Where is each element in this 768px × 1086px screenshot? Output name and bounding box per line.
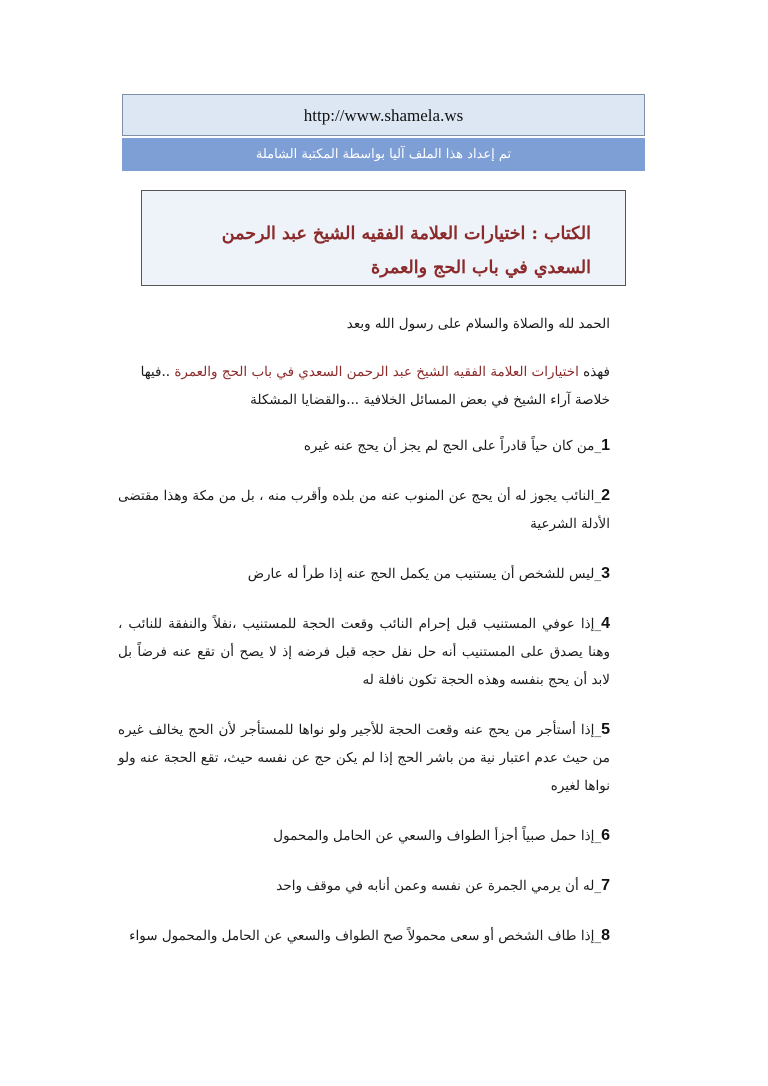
document-body	[118, 310, 610, 972]
list-item	[118, 922, 610, 950]
item-number: 1	[601, 437, 610, 454]
description-prefix: فهذه	[578, 364, 610, 380]
item-text: _له أن يرمي الجمرة عن نفسه وعمن أنابه في موقف واحد	[276, 878, 602, 894]
item-number: 7	[601, 877, 610, 894]
item-number: 6	[601, 827, 610, 844]
item-number: 2	[601, 487, 610, 504]
item-text: _إذا طاف الشخص أو سعى محمولاً صح الطواف والسعي عن الحامل والمحمول سواء	[129, 928, 602, 944]
list-item	[118, 482, 610, 538]
generated-by-banner: تم إعداد هذا الملف آليا بواسطة المكتبة الشاملة	[122, 138, 645, 171]
item-text: _إذا حمل صبياً أجزأ الطواف والسعي عن الحامل والمحمول	[273, 828, 602, 844]
item-text: _ليس للشخص أن يستنيب من يكمل الحج عنه إذا طرأ له عارض	[247, 566, 602, 582]
source-url[interactable]: http://www.shamela.ws	[122, 94, 645, 136]
item-number: 4	[601, 615, 610, 632]
list-item	[118, 716, 610, 800]
item-text: _إذا أستأجر من يحج عنه وقعت الحجة للأجير ولو نواها للمستأجر لأن الحج يخالف غيره من حيث عدم اعتبار نية من باشر الحج إذا لم يكن حج عن نفسه حيث، تقع الحجة عنه ولو نواها لغيره	[118, 722, 610, 794]
list-item	[118, 610, 610, 694]
item-number: 5	[601, 721, 610, 738]
book-title: الكتاب : اختيارات العلامة الفقيه الشيخ عبد الرحمن السعدي في باب الحج والعمرة	[221, 224, 591, 278]
list-item	[118, 872, 610, 900]
opening-praise: الحمد لله والصلاة والسلام على رسول الله وبعد	[346, 316, 610, 332]
list-item	[118, 822, 610, 850]
item-number: 8	[601, 927, 610, 944]
item-text: _من كان حياً قادراً على الحج لم يجز أن يحج عنه غيره	[303, 438, 602, 454]
book-title-box	[141, 190, 626, 286]
item-text: _النائب يجوز له أن يحج عن المنوب عنه من بلده وأقرب منه ، بل من مكة وهذا مقتضى الأدلة الشرعية	[118, 488, 610, 532]
description-highlight: اختيارات العلامة الفقيه الشيخ عبد الرحمن السعدي في باب الحج والعمرة	[174, 364, 579, 380]
description-suffix: ..فيها خلاصة آراء الشيخ في بعض المسائل الخلافية ...والقضايا المشكلة	[140, 364, 610, 408]
list-item	[118, 560, 610, 588]
item-number: 3	[601, 565, 610, 582]
list-item	[118, 432, 610, 460]
item-text: _إذا عوفي المستنيب قبل إحرام النائب وقعت الحجة للمستنيب ،نفلاً والنفقة للنائب ، وهنا يصدق على المستنيب أنه حل نفل حجه قبل فرضه إذ لا يصح أن تقع عنه فرضاً بل لابد أن يحج بنفسه وهذه الحجة تكون نافلة له	[118, 616, 610, 688]
book-description	[118, 358, 610, 414]
